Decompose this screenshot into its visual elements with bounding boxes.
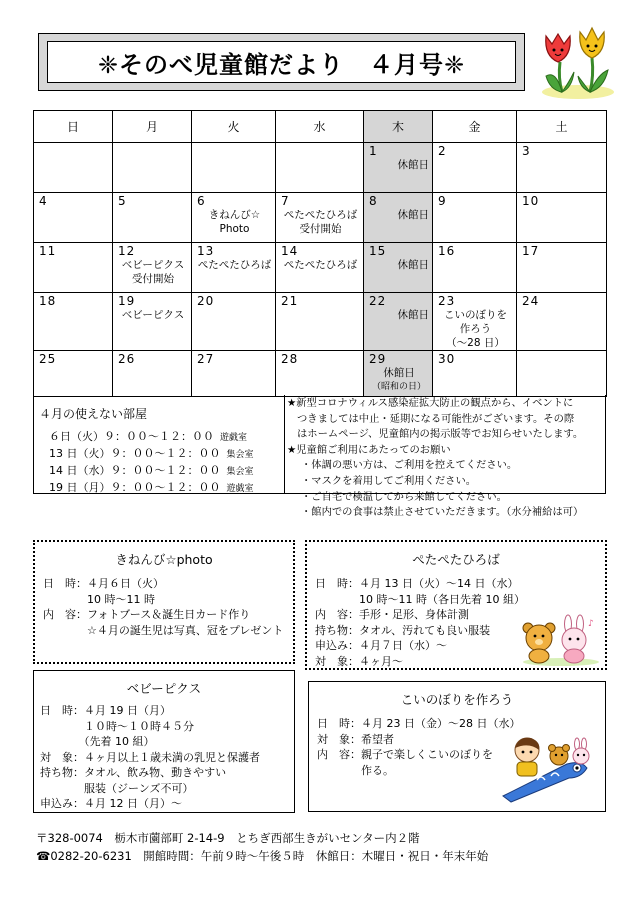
- day-number: 20: [197, 294, 215, 308]
- weekday-header: 木: [364, 111, 433, 143]
- day-number: 25: [39, 352, 57, 366]
- event-detail-line: 内 容：手形・足形、身体計測: [315, 608, 469, 621]
- day-number: 21: [281, 294, 299, 308]
- day-number: 3: [522, 144, 531, 158]
- event-box-kinenbi: [33, 540, 295, 664]
- room-date: 14 日（水）９：００～１２：００: [49, 464, 221, 477]
- notice-line: ・ご自宅で検温してから来館してください。: [301, 490, 507, 503]
- bear-rabbit-illustration: [520, 614, 602, 666]
- room-date: 13 日（火）９：００～１２：００: [49, 447, 221, 460]
- day-event: Photo: [219, 223, 250, 235]
- room-item: [49, 463, 254, 480]
- calendar-header-row: [34, 111, 607, 143]
- calendar-day-cell: [517, 351, 607, 397]
- day-event: （～28 日）: [446, 337, 505, 349]
- event-detail-line: 持ち物：タオル、汚れても良い服装: [315, 623, 491, 637]
- event-detail-line: 日 時：４月６日（火）: [43, 577, 164, 590]
- day-number: 4: [39, 194, 48, 208]
- notice-line: ・館内での食事は禁止させていただきます。（水分補給は可）: [301, 506, 584, 519]
- calendar-day-cell: [34, 293, 113, 351]
- calendar-day-cell: [192, 243, 276, 293]
- day-event: 受付開始: [132, 273, 174, 285]
- calendar-week-row: [34, 143, 607, 193]
- day-number: 10: [522, 194, 540, 208]
- weekday-header: 土: [517, 111, 607, 143]
- event-detail-line: 10 時～11 時: [43, 592, 155, 606]
- day-event: ベビーピクス: [121, 259, 185, 271]
- calendar-day-cell: [517, 243, 607, 293]
- calendar-day-cell: [192, 293, 276, 351]
- event-details: [40, 703, 294, 812]
- event-detail-line: 10 時～11 時（各日先着 10 組）: [315, 592, 525, 606]
- notice-line: ★新型コロナウィルス感染症拡大防止の観点から、イベントに: [287, 397, 574, 409]
- notices-list: [287, 396, 605, 521]
- event-title: ぺたぺたひろば: [412, 552, 500, 567]
- tulip-illustration: [538, 18, 618, 100]
- day-number: 29: [369, 352, 387, 366]
- room-date: 19 日（月）９：００～１２：００: [49, 481, 221, 494]
- room-item: [49, 446, 254, 463]
- day-number: 14: [281, 244, 299, 258]
- day-number: 28: [281, 352, 299, 366]
- room-date: ６日（火）９：００～１２：００: [49, 430, 214, 443]
- weekday-header: 月: [113, 111, 192, 143]
- room-place: 遊戯室: [220, 433, 248, 443]
- calendar-day-cell: [192, 143, 276, 193]
- event-detail-line: 作る。: [317, 763, 394, 777]
- calendar-day-cell: [34, 143, 113, 193]
- weekday-header: 水: [276, 111, 364, 143]
- room-item: [49, 429, 254, 446]
- day-event: 受付開始: [299, 223, 342, 235]
- rooms-title: ４月の使えない部屋: [39, 407, 148, 421]
- weekday-header: 火: [192, 111, 276, 143]
- day-event: 休館日: [397, 159, 429, 171]
- day-number: 30: [438, 352, 456, 366]
- event-detail-line: ☆４月の誕生児は写真、冠をプレゼント: [43, 623, 284, 637]
- calendar-day-cell: [517, 193, 607, 243]
- calendar-day-cell: [433, 243, 517, 293]
- day-number: 6: [197, 194, 206, 208]
- calendar-day-cell: [113, 351, 192, 397]
- calendar-week-row: [34, 243, 607, 293]
- event-title: こいのぼりを作ろう: [400, 692, 514, 707]
- koinobori-kids-illustration: [497, 734, 595, 806]
- notice-line: ・マスクを着用してご利用ください。: [301, 474, 477, 487]
- calendar-day-cell: [34, 193, 113, 243]
- calendar-day-cell: [276, 293, 364, 351]
- notice-line: ★児童館ご利用にあたってのお願い: [287, 443, 451, 456]
- calendar-day-cell: [192, 351, 276, 397]
- event-detail-line: １０時～１０時４５分: [40, 719, 194, 733]
- day-number: 16: [438, 244, 456, 258]
- calendar-day-cell: [34, 351, 113, 397]
- calendar-day-cell: [517, 143, 607, 193]
- calendar-day-cell: [517, 293, 607, 351]
- footer-contact: ☎0282-20-6231 開館時間：午前９時～午後５時 休館日：木曜日・祝日・年末年始: [36, 849, 489, 863]
- day-number: 2: [438, 144, 447, 158]
- calendar-day-cell: [433, 193, 517, 243]
- day-number: 17: [522, 244, 540, 258]
- day-number: 12: [118, 244, 136, 258]
- day-event: 休館日: [397, 209, 429, 221]
- event-detail-line: 持ち物：タオル、飲み物、動きやすい: [40, 766, 227, 779]
- weekday-header: 金: [433, 111, 517, 143]
- event-detail-line: 対 象：４ヶ月～: [315, 654, 403, 668]
- calendar-day-cell: [433, 143, 517, 193]
- day-number: 8: [369, 194, 378, 208]
- notice-line: つきましては中止・延期になる可能性がございます。その際: [297, 412, 575, 425]
- day-number: 15: [369, 244, 387, 258]
- calendar-day-cell: [364, 193, 433, 243]
- page-title: ❈そのべ児童館だより ４月号❈: [97, 50, 466, 79]
- day-number: 7: [281, 194, 290, 208]
- day-event: こいのぼりを: [444, 309, 507, 321]
- calendar-day-cell: [276, 243, 364, 293]
- info-divider: [284, 395, 285, 493]
- day-number: 19: [118, 294, 136, 308]
- weekday-header: 日: [34, 111, 113, 143]
- day-number: 27: [197, 352, 215, 366]
- day-event: 作ろう: [459, 323, 492, 335]
- rooms-list: [49, 429, 254, 497]
- day-event: （昭和の日）: [371, 382, 426, 392]
- event-detail-line: 日 時：４月 23 日（金）～28 日（水）: [317, 717, 521, 730]
- day-event: 休館日: [383, 367, 415, 379]
- day-number: 23: [438, 294, 456, 308]
- event-details: [43, 576, 293, 638]
- calendar-week-row: [34, 351, 607, 397]
- calendar-day-cell: [433, 293, 517, 351]
- day-event: ぺたぺたひろば: [283, 209, 358, 221]
- day-number: 9: [438, 194, 447, 208]
- calendar-day-cell: [433, 351, 517, 397]
- day-number: 18: [39, 294, 57, 308]
- event-title: きねんび☆photo: [115, 552, 213, 567]
- notice-line: ・体調の悪い方は、ご利用を控えてください。: [301, 459, 518, 472]
- day-event: ぺたぺたひろば: [197, 259, 272, 271]
- calendar-week-row: [34, 293, 607, 351]
- day-event: 休館日: [397, 309, 429, 321]
- day-number: 24: [522, 294, 540, 308]
- svg-text:♪: ♪: [588, 619, 594, 629]
- day-number: 11: [39, 244, 57, 258]
- event-detail-line: 申込み：４月７日（水）～: [315, 639, 447, 652]
- notice-line: はホームページ、児童館内の掲示版等でお知らせいたします。: [297, 428, 584, 441]
- event-title: ベビーピクス: [126, 681, 202, 696]
- day-number: 22: [369, 294, 387, 308]
- footer-address: 〒328-0074 栃木市薗部町 2-14-9 とちぎ西部生きがいセンター内２階: [36, 831, 420, 845]
- calendar-day-cell: [34, 243, 113, 293]
- title-banner: [38, 33, 525, 91]
- room-place: 遊戯室: [226, 484, 254, 494]
- event-detail-line: 申込み：４月 12 日（月）～: [40, 797, 182, 810]
- room-item: [49, 480, 254, 497]
- event-detail-line: 日 時：４月 19 日（月）: [40, 704, 171, 717]
- calendar-day-cell: [364, 143, 433, 193]
- day-event: ベビーピクス: [121, 309, 185, 321]
- calendar-day-cell: [276, 351, 364, 397]
- calendar-day-cell: [364, 293, 433, 351]
- calendar-day-cell: [276, 193, 364, 243]
- day-number: 1: [369, 144, 378, 158]
- event-box-babypix: [33, 670, 295, 813]
- calendar-week-row: [34, 193, 607, 243]
- info-section: [33, 395, 606, 519]
- room-place: 集会室: [226, 450, 254, 460]
- calendar-day-cell: [113, 143, 192, 193]
- calendar-day-cell: [192, 193, 276, 243]
- event-detail-line: 内 容：親子で楽しくこいのぼりを: [317, 748, 493, 761]
- calendar-day-cell: [113, 293, 192, 351]
- calendar-day-cell: [113, 243, 192, 293]
- event-detail-line: 対 象：希望者: [317, 732, 394, 746]
- day-event: 休館日: [397, 259, 429, 271]
- day-number: 13: [197, 244, 215, 258]
- day-number: 5: [118, 194, 127, 208]
- calendar-day-cell: [276, 143, 364, 193]
- room-place: 集会室: [226, 467, 254, 477]
- event-detail-line: 内 容：フォトブース＆誕生日カード作り: [43, 608, 251, 621]
- calendar-day-cell: [113, 193, 192, 243]
- footer: [36, 829, 488, 865]
- event-detail-line: 対 象：４ヶ月以上１歳未満の乳児と保護者: [40, 750, 260, 764]
- event-detail-line: 服装（ジーンズ不可）: [40, 781, 194, 795]
- day-event: ぺたぺたひろば: [283, 259, 358, 271]
- day-event: きねんび☆: [208, 209, 261, 221]
- calendar-day-cell: [364, 351, 433, 397]
- day-number: 26: [118, 352, 136, 366]
- event-detail-line: （先着 10 組）: [40, 735, 155, 748]
- calendar-table: [33, 110, 607, 397]
- title-inner-box: [47, 41, 516, 83]
- event-detail-line: 日 時：４月 13 日（火）～14 日（水）: [315, 577, 519, 590]
- calendar-day-cell: [364, 243, 433, 293]
